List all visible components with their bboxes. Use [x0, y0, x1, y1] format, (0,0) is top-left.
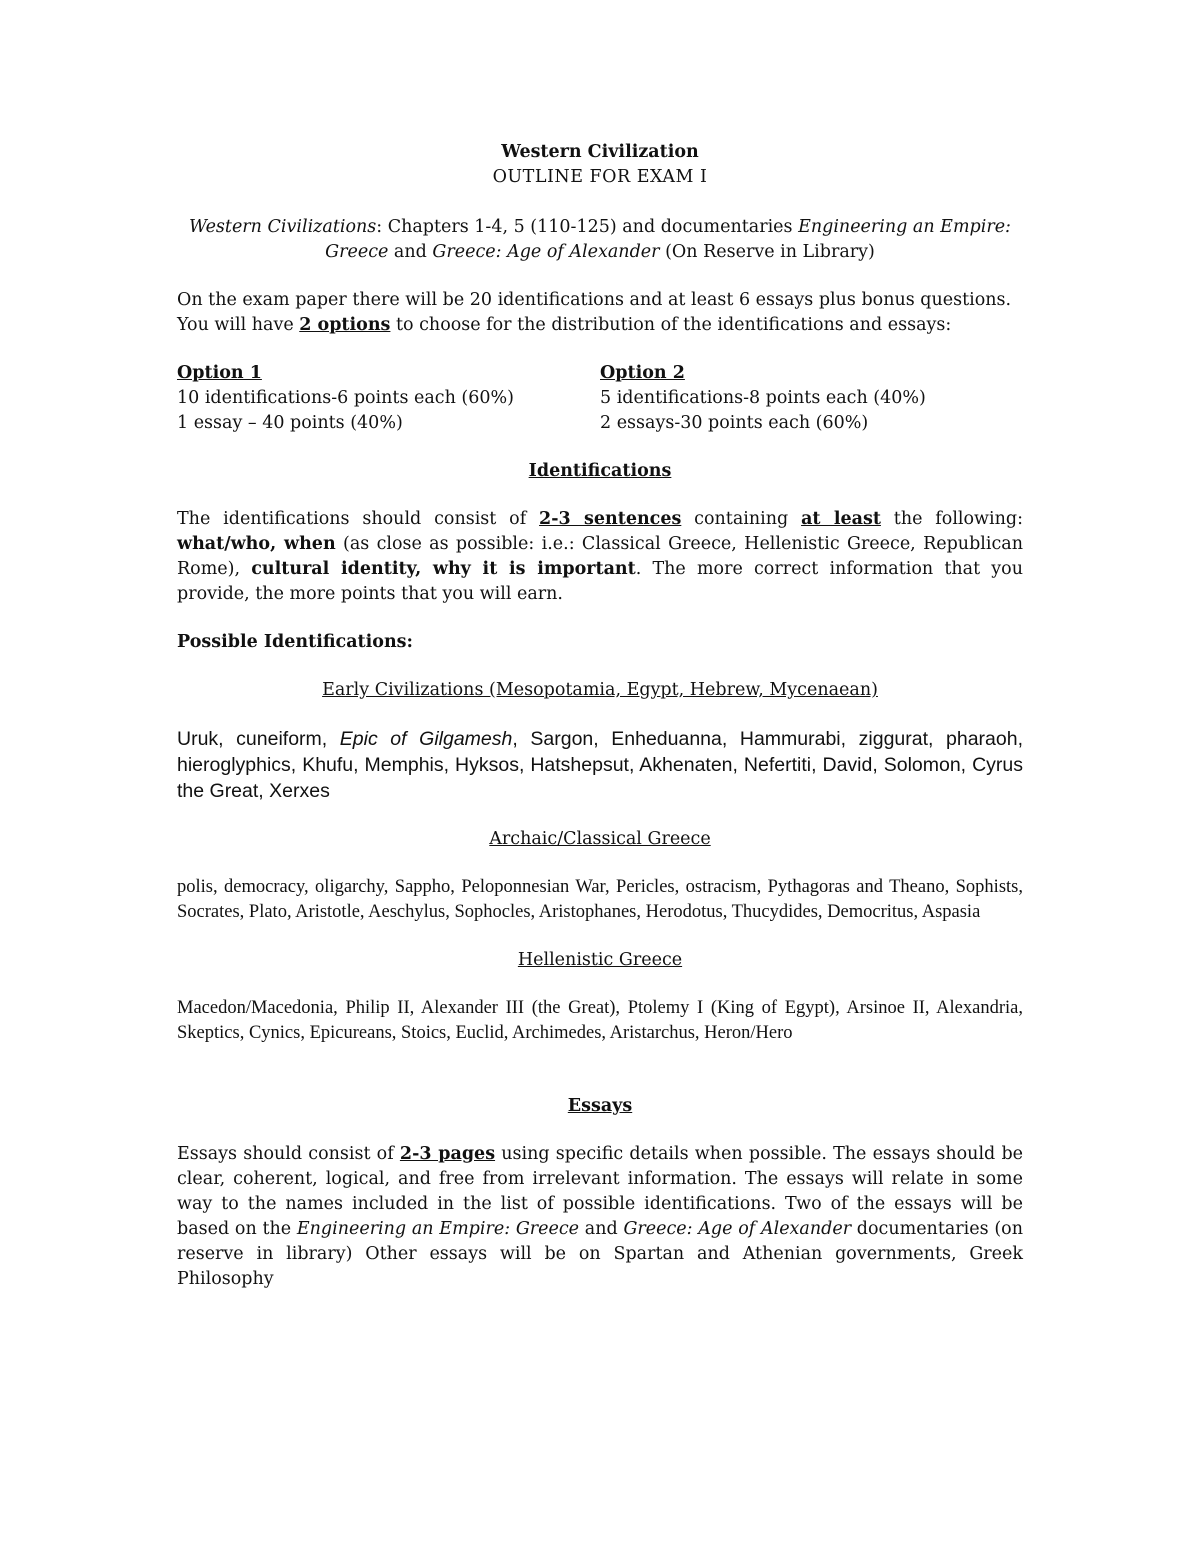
section-early-civilizations-title: Early Civilizations (Mesopotamia, Egypt, Hebrew, Mycenaean)	[322, 680, 878, 700]
section-hellenistic-greece-items: Macedon/Macedonia, Philip II, Alexander III (the Great), Ptolemy I (King of Egypt), Arsinoe II, Alexandria, Skeptics, Cynics, Epicureans, Stoics, Euclid, Archimedes, Aristarchus, Heron/Hero	[177, 998, 1023, 1043]
essays-text-4: documentaries (on reserve in library) Other essays will be on Spartan and Athenian governments, Greek Philosophy	[177, 1219, 1023, 1289]
documentary-2-title: Greece: Age of Alexander	[432, 242, 660, 262]
essays-paragraph	[177, 1142, 1023, 1292]
documentary-1-title-part1: Engineering an Empire:	[798, 217, 1011, 237]
options-count: 2 options	[299, 315, 391, 335]
identifications-heading: Identifications	[528, 461, 672, 481]
option-1-column	[177, 361, 600, 436]
identifications-text-2: containing	[681, 509, 802, 529]
sentence-count: 2-3 sentences	[539, 509, 682, 529]
page-count: 2-3 pages	[399, 1144, 496, 1164]
essays-heading: Essays	[567, 1096, 633, 1116]
option-2-identifications: 5 identifications-8 points each (40%)	[600, 388, 926, 408]
options-table	[177, 361, 1023, 436]
documentary-1-title-part2: Greece	[325, 242, 389, 262]
chapters-text: : Chapters 1-4, 5 (110-125) and documentaries	[376, 217, 799, 237]
engineering-an-empire-title: Engineering an Empire: Greece	[296, 1219, 580, 1239]
identifications-text-5: . The more correct information that you provide, the more points that you will earn.	[177, 559, 1023, 604]
option-1-identifications: 10 identifications-6 points each (60%)	[177, 388, 514, 408]
and-text: and	[388, 242, 433, 262]
document-content	[177, 140, 1023, 1292]
textbook-title: Western Civilizations	[189, 217, 377, 237]
exam-info-sentence-2b: to choose for the distribution of the identifications and essays:	[390, 315, 952, 335]
option-1-essays: 1 essay – 40 points (40%)	[177, 413, 403, 433]
option-2-column	[600, 361, 1023, 436]
what-who-when: what/who, when	[177, 534, 336, 554]
essays-text-1: Essays should consist of	[177, 1144, 400, 1164]
exam-info-sentence-2a: You will have	[177, 315, 300, 335]
at-least-emphasis: at least	[801, 509, 881, 529]
option-2-essays: 2 essays-30 points each (60%)	[600, 413, 869, 433]
age-of-alexander-title: Greece: Age of Alexander	[623, 1219, 852, 1239]
epic-of-gilgamesh: Epic of Gilgamesh	[339, 728, 513, 750]
section-classical-greece-title: Archaic/Classical Greece	[489, 829, 711, 849]
cultural-identity: cultural identity	[251, 559, 416, 579]
section-early-civilizations-items	[177, 726, 1023, 804]
essays-text-3: and	[579, 1219, 624, 1239]
option-2-heading: Option 2	[600, 363, 685, 383]
identifications-paragraph	[177, 507, 1023, 607]
exam-info-paragraph	[177, 288, 1023, 338]
early-items-before: Uruk, cuneiform,	[177, 728, 340, 750]
outline-title: OUTLINE FOR EXAM I	[492, 167, 708, 187]
identifications-text-4: (as close as possible: i.e.: Classical Greece, Hellenistic Greece, Republican Rome),	[177, 534, 1023, 579]
identifications-text-3: the following:	[880, 509, 1023, 529]
essays-text-2: using specific details when possible. The essays should be clear, coherent, logical, and free from irrelevant information. The essays will relate in some way to the names included in the list of possible identifications. Two of the essays will be based on the	[177, 1144, 1024, 1239]
early-items-after: , Sargon, Enheduanna, Hammurabi, ziggurat, pharaoh, hieroglyphics, Khufu, Memphis, Hyksos, Hatshepsut, Akhenaten, Nefertiti, David, Solomon, Cyrus the Great, Xerxes	[177, 728, 1023, 802]
reserve-text: (On Reserve in Library)	[659, 242, 875, 262]
course-title: Western Civilization	[501, 142, 699, 162]
exam-info-sentence-1: On the exam paper there will be 20 identifications and at least 6 essays plus bonus questions.	[177, 290, 1012, 310]
why-important: why it is important	[432, 559, 636, 579]
readings-paragraph	[177, 215, 1023, 265]
section-classical-greece-items: polis, democracy, oligarchy, Sappho, Peloponnesian War, Pericles, ostracism, Pythagoras and Theano, Sophists, Socrates, Plato, Aristotle, Aeschylus, Sophocles, Aristophanes, Herodotus, Thucydides, Democritus, Aspasia	[177, 877, 1023, 922]
identifications-separator: ,	[415, 559, 433, 579]
option-1-heading: Option 1	[177, 363, 262, 383]
section-hellenistic-greece-title: Hellenistic Greece	[517, 950, 683, 970]
identifications-text-1: The identifications should consist of	[177, 509, 540, 529]
possible-identifications-heading: Possible Identifications:	[177, 632, 413, 652]
